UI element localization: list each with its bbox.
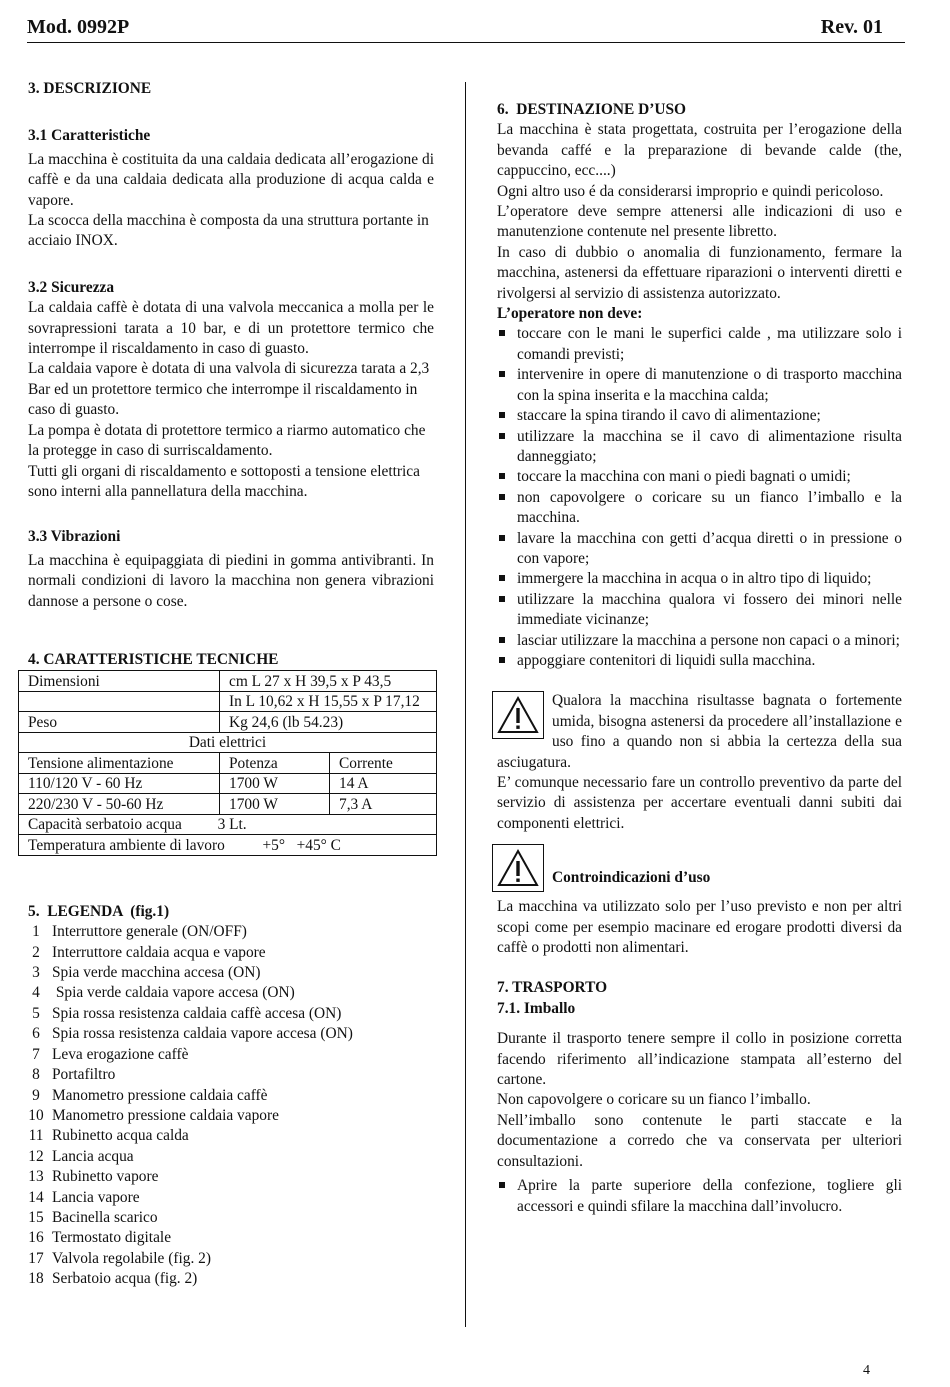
table-row	[19, 691, 437, 712]
transport-list	[497, 1176, 902, 1217]
tank-capacity-label: Capacità serbatoio acqua	[28, 816, 182, 834]
revision: Rev. 01	[820, 16, 883, 38]
section-6-title: 6. DESTINAZIONE D’USO	[497, 101, 687, 118]
list-item: 6 Spia rossa resistenza caldaia vapore accesa (ON)	[32, 1025, 353, 1043]
table-row	[19, 773, 437, 794]
section-7-1-title: 7.1. Imballo	[497, 999, 576, 1017]
list-item: Aprire la parte superiore della confezione, togliere gli accessori e quindi sfilare la macchina dall’involucro.	[497, 1176, 902, 1217]
column-divider	[465, 82, 466, 1327]
prohibitions-list	[497, 324, 902, 671]
table-cell: cm L 27 x H 39,5 x P 43,5	[220, 671, 437, 692]
paragraph: Ogni altro uso é da considerarsi improprio e quindi pericoloso.	[497, 182, 884, 200]
tank-capacity-value: 3 Lt.	[217, 816, 247, 834]
right-column	[497, 100, 902, 1217]
table-cell: Dimensioni	[19, 671, 220, 692]
section-3-3-title: 3.3 Vibrazioni	[28, 528, 121, 546]
temperature-label: Temperatura ambiente di lavoro	[28, 836, 225, 854]
list-item: lasciar utilizzare la macchina a persone non capaci o a minori;	[497, 631, 902, 651]
paragraph: Durante il trasporto tenere sempre il collo in posizione corretta facendo riferimento all’indicazione stampata all’esterno del cartone.	[497, 1030, 902, 1089]
list-item: 5 Spia rossa resistenza caldaia caffè accesa (ON)	[32, 1004, 342, 1022]
list-item: toccare la macchina con mani o piedi bagnati o umidi;	[497, 467, 902, 487]
table-row	[19, 794, 437, 815]
list-item: utilizzare la macchina se il cavo di alimentazione risulta danneggiato;	[497, 427, 902, 468]
list-item: 17 Valvola regolabile (fig. 2)	[28, 1249, 211, 1267]
paragraph: Tutti gli organi di riscaldamento e sottoposti a tensione elettrica sono interni alla pannellatura della macchina.	[28, 462, 420, 500]
list-item: 9 Manometro pressione caldaia caffè	[32, 1086, 268, 1104]
table-cell: 14 A	[330, 773, 437, 794]
table-header-cell: Corrente	[330, 753, 437, 774]
warning-text: Qualora la macchina risultasse bagnata o fortemente umida, bisogna astenersi da procedere all’installazione e uso fino a quando non si abbia la certezza della sua asciugatura.	[497, 692, 902, 771]
table-cell: 7,3 A	[330, 794, 437, 815]
table-cell: Dati elettrici	[19, 732, 437, 753]
contraindications-block	[497, 844, 902, 892]
operator-must-not-title: L’operatore non deve:	[497, 305, 643, 323]
list-item: 15 Bacinella scarico	[28, 1208, 158, 1226]
table-row	[19, 835, 437, 856]
warning-block	[497, 691, 902, 834]
legend-list	[20, 922, 434, 1289]
paragraph: In caso di dubbio o anomalia di funzionamento, fermare la macchina, astenersi da effettuare riparazioni o interventi diretti e rivolgersi al servizio di assistenza autorizzato.	[497, 243, 902, 302]
paragraph: Nell’imballo sono contenute le parti staccate e la documentazione a corredo che va conservata per ulteriori consultazioni.	[497, 1111, 902, 1170]
paragraph: La caldaia caffè è dotata di una valvola meccanica a molla per le sovrapressioni tarata a 10 bar, e di un protettore termico che interrompe il riscaldamento in caso di guasto.	[28, 299, 434, 358]
table-cell: 1700 W	[220, 773, 330, 794]
table-cell: In L 10,62 x H 15,55 x P 17,12	[220, 691, 437, 712]
paragraph: La caldaia vapore è dotata di una valvola di sicurezza tarata a 2,3 Bar ed un protettore termico che interrompe il riscaldamento in caso di guasto.	[28, 360, 430, 419]
left-column	[28, 79, 434, 1290]
list-item: 2 Interruttore caldaia acqua e vapore	[32, 943, 266, 961]
model-code: Mod. 0992P	[27, 16, 130, 38]
paragraph: La macchina è equipaggiata di piedini in gomma antivibranti. In normali condizioni di lavoro la macchina non genera vibrazioni dannose a persone o cose.	[28, 551, 434, 610]
page-header	[27, 14, 905, 43]
page-number: 4	[863, 1363, 870, 1378]
list-item: appoggiare contenitori di liquidi sulla macchina.	[497, 651, 902, 671]
paragraph: La pompa è dotata di protettore termico a riarmo automatico che la protegge in caso di surriscaldamento.	[28, 421, 426, 460]
list-item: 10 Manometro pressione caldaia vapore	[28, 1106, 279, 1124]
table-row	[19, 753, 437, 774]
section-4-title: 4. CARATTERISTICHE TECNICHE	[28, 650, 279, 668]
list-item: utilizzare la macchina qualora vi fossero dei minori nelle immediate vicinanze;	[497, 590, 902, 631]
list-item: 8 Portafiltro	[32, 1066, 116, 1084]
table-cell	[19, 814, 437, 835]
paragraph: Non capovolgere o coricare su un fianco l’imballo.	[497, 1091, 811, 1109]
list-item: 13 Rubinetto vapore	[28, 1168, 159, 1186]
list-item: staccare la spina tirando il cavo di alimentazione;	[497, 406, 902, 426]
table-row	[19, 814, 437, 835]
table-cell: Peso	[19, 712, 220, 733]
list-item: non capovolgere o coricare su un fianco l’imballo e la macchina.	[497, 488, 902, 529]
list-item: immergere la macchina in acqua o in altro tipo di liquido;	[497, 569, 902, 589]
paragraph: E’ comunque necessario fare un controllo preventivo da parte del servizio di assistenza per accertare eventuali danni subiti dai componenti elettrici.	[497, 774, 902, 832]
warning-triangle-icon	[492, 691, 544, 739]
section-5-title: 5. LEGENDA (fig.1)	[28, 902, 170, 920]
warning-triangle-icon	[492, 844, 544, 892]
list-item: 4 Spia verde caldaia vapore accesa (ON)	[32, 984, 295, 1002]
table-cell: Kg 24,6 (lb 54.23)	[220, 712, 437, 733]
paragraph: L’operatore deve sempre attenersi alle indicazioni di uso e manutenzione contenute nel presente libretto.	[497, 203, 902, 241]
section-3-title: 3. DESCRIZIONE	[28, 80, 152, 97]
table-cell: 220/230 V - 50-60 Hz	[19, 794, 220, 815]
list-item: 11 Rubinetto acqua calda	[28, 1127, 189, 1145]
temperature-value: +5° +45° C	[262, 836, 341, 854]
list-item: toccare con le mani le superfici calde , ma utilizzare solo i comandi previsti;	[497, 324, 902, 365]
table-cell	[19, 691, 220, 712]
table-row	[19, 671, 437, 692]
paragraph: La scocca della macchina è composta da una struttura portante in acciaio INOX.	[28, 212, 429, 250]
table-row	[19, 732, 437, 753]
list-item: 3 Spia verde macchina accesa (ON)	[32, 964, 261, 982]
list-item: 16 Termostato digitale	[28, 1229, 172, 1247]
list-item: 7 Leva erogazione caffè	[32, 1045, 189, 1063]
tech-specs-table	[18, 670, 437, 856]
table-header-cell: Potenza	[220, 753, 330, 774]
table-header-cell: Tensione alimentazione	[19, 753, 220, 774]
table-cell: 110/120 V - 60 Hz	[19, 773, 220, 794]
section-3-2-title: 3.2 Sicurezza	[28, 278, 115, 296]
contraindications-title: Controindicazioni d’uso	[552, 868, 711, 886]
section-3-1-title: 3.1 Caratteristiche	[28, 127, 151, 145]
paragraph: La macchina è stata progettata, costruita per l’erogazione della bevanda caffé e la preparazione di bevande calde (the, cappuccino, ecc....)	[497, 121, 902, 180]
list-item: lavare la macchina con getti d’acqua diretti o in pressione o con vapore;	[497, 529, 902, 570]
section-7-title: 7. TRASPORTO	[497, 979, 608, 997]
paragraph: La macchina va utilizzato solo per l’uso previsto e non per altri scopi come per esempio macinare ed erogare prodotti diversi da caffè o prodotti non alimentari.	[497, 898, 902, 957]
list-item: 12 Lancia acqua	[28, 1147, 134, 1165]
list-item: intervenire in opere di manutenzione o di trasporto macchina con la spina inserita e la macchina calda;	[497, 365, 902, 406]
table-row	[19, 712, 437, 733]
table-cell	[19, 835, 437, 856]
list-item: 1 Interruttore generale (ON/OFF)	[32, 923, 247, 941]
list-item: 18 Serbatoio acqua (fig. 2)	[28, 1270, 198, 1288]
table-cell: 1700 W	[220, 794, 330, 815]
paragraph: La macchina è costituita da una caldaia dedicata all’erogazione di caffè e da una caldaia dedicata alla produzione di acqua calda e vapore.	[28, 150, 434, 209]
list-item: 14 Lancia vapore	[28, 1188, 140, 1206]
